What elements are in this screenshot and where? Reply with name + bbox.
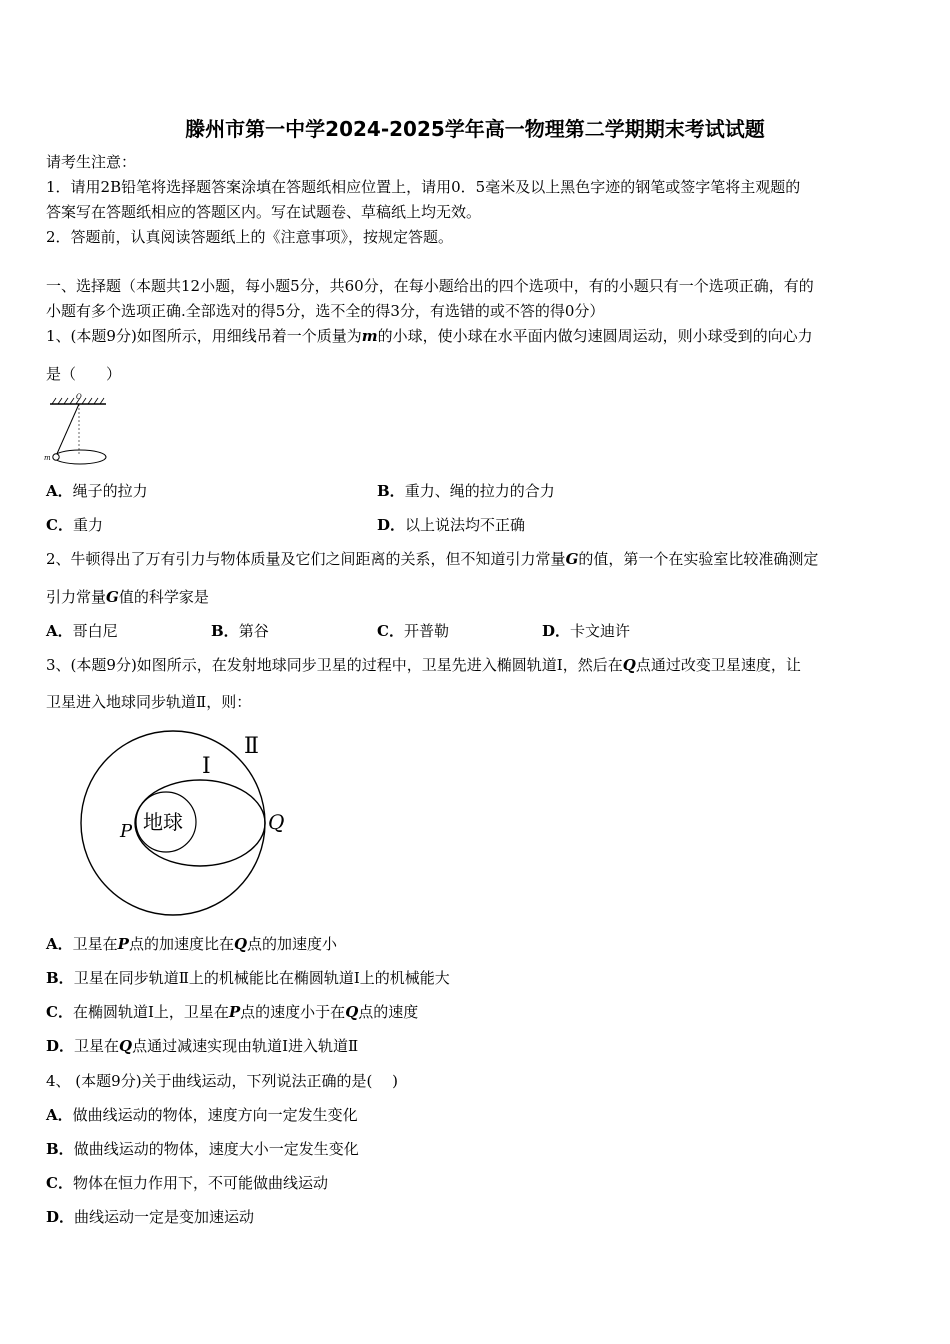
fig-label-p: P <box>120 821 133 842</box>
var-g: G <box>565 550 579 568</box>
q4-option-a: A．做曲线运动的物体，速度方向一定发生变化 <box>46 1106 358 1124</box>
fig-label-orbit-ii: Ⅱ <box>244 734 259 759</box>
pendulum-figure <box>42 390 114 470</box>
fig-label-o: O <box>76 393 82 401</box>
notice-item-1a: 1．请用2B铅笔将选择题答案涂填在答题纸相应位置上，请用0．5毫米及以上黑色字迹的钢笔或签字笔将主观题的 <box>46 178 801 196</box>
q3-stem: 3、(本题9分)如图所示，在发射地球同步卫星的过程中，卫星先进入椭圆轨道Ⅰ，然后在Q点通过改变卫星速度，让 <box>46 656 801 674</box>
q1-stem-end: 是（ ） <box>46 365 122 383</box>
section-intro-2: 小题有多个选项正确.全部选对的得5分，选不全的得3分，有选错的或不答的得0分） <box>46 302 605 320</box>
q2-option-b: B．第谷 <box>211 622 269 640</box>
q3-option-b: B．卫星在同步轨道Ⅱ上的机械能比在椭圆轨道Ⅰ上的机械能大 <box>46 969 450 987</box>
q4-stem: 4、 (本题9分)关于曲线运动，下列说法正确的是( ) <box>46 1072 399 1090</box>
q4-option-b: B．做曲线运动的物体，速度大小一定发生变化 <box>46 1140 359 1158</box>
q1-option-a: A．绳子的拉力 <box>46 482 148 500</box>
orbit-figure <box>76 725 296 920</box>
var-q: Q <box>622 656 636 674</box>
var-m: m <box>361 327 378 345</box>
q1-option-c: C．重力 <box>46 516 103 534</box>
q4-option-d: D．曲线运动一定是变加速运动 <box>46 1208 255 1226</box>
q3-option-d: D．卫星在Q点通过减速实现由轨道Ⅰ进入轨道Ⅱ <box>46 1037 359 1055</box>
q2-option-a: A．哥白尼 <box>46 622 118 640</box>
q3-option-c: C．在椭圆轨道Ⅰ上，卫星在P点的速度小于在Q点的速度 <box>46 1003 419 1021</box>
q1-option-b: B．重力、绳的拉力的合力 <box>377 482 555 500</box>
section-intro-1: 一、选择题（本题共12小题，每小题5分，共60分，在每小题给出的四个选项中，有的小题只有一个选项正确，有的 <box>46 277 814 295</box>
q3-option-a: A．卫星在P点的加速度比在Q点的加速度小 <box>46 935 338 953</box>
fig-label-earth: 地球 <box>143 810 183 834</box>
fig-label-orbit-i: Ⅰ <box>202 754 211 779</box>
q1-stem: 1、(本题9分)如图所示，用细线吊着一个质量为m的小球，使小球在水平面内做匀速圆周运动，则小球受到的向心力 <box>46 327 813 345</box>
q2-stem-end: 引力常量G值的科学家是 <box>46 588 209 606</box>
fig-label-m: m <box>44 454 51 462</box>
notice-item-2: 2．答题前，认真阅读答题纸上的《注意事项》，按规定答题。 <box>46 228 454 246</box>
notice-heading: 请考生注意： <box>46 153 137 171</box>
q2-stem: 2、牛顿得出了万有引力与物体质量及它们之间距离的关系，但不知道引力常量G的值，第一个在实验室比较准确测定 <box>46 550 819 568</box>
fig-label-q: Q <box>268 810 285 834</box>
q1-option-d: D．以上说法均不正确 <box>377 516 526 534</box>
page-title: 滕州市第一中学2024-2025学年高一物理第二学期期末考试试题 <box>185 117 765 141</box>
notice-item-1b: 答案写在答题纸相应的答题区内。写在试题卷、草稿纸上均无效。 <box>46 203 482 221</box>
q3-stem-end: 卫星进入地球同步轨道Ⅱ，则： <box>46 693 252 711</box>
q2-option-c: C．开普勒 <box>377 622 449 640</box>
q4-option-c: C．物体在恒力作用下，不可能做曲线运动 <box>46 1174 328 1192</box>
q2-option-d: D．卡文迪许 <box>542 622 631 640</box>
